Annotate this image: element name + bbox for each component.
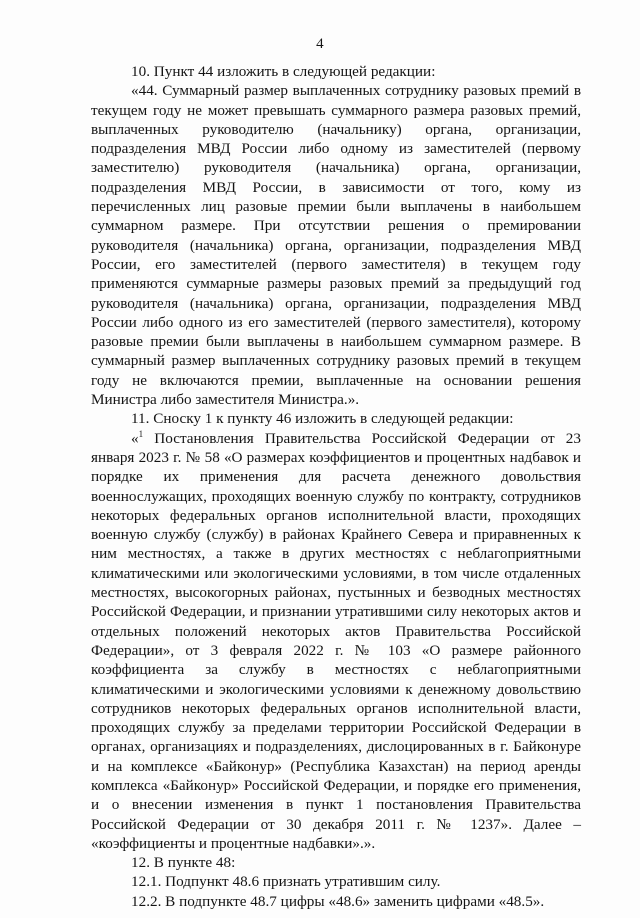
paragraph-item-11: 11. Сноску 1 к пункту 46 изложить в следующей редакции: — [131, 410, 514, 428]
document-body — [91, 62, 581, 911]
paragraph-item-12-1: 12.1. Подпункт 48.6 признать утратившим силу. — [131, 873, 441, 891]
opening-quote: « — [131, 429, 139, 447]
page-number: 4 — [316, 36, 324, 52]
paragraph-item-11-body — [91, 429, 581, 854]
paragraph-item-10: 10. Пункт 44 изложить в следующей редакции: — [131, 63, 436, 80]
paragraph-item-10-body: «44. Суммарный размер выплаченных сотруднику разовых премий в текущем году не может превышать суммарного размера разовых премий, выплаченных руководителю (начальнику) органа, организации, подразделения МВД России либо одному из заместителей (первому заместителю) руководителя (начальника) органа, организации, подразделения МВД России, в зависимости от того, кому из перечисленных лиц разовые премии были выплачены в наибольшем суммарном размере. При отсутствии решения о премировании руководителя (начальника) органа, организации, подразделения МВД России, его заместителей (первого заместителя) в текущем году применяются суммарные размеры разовых премий за предыдущий год руководителя (начальника) органа, организации, подразделения МВД России либо одного из его заместителей (первого заместителя), которому разовые премии были выплачены в наибольшем суммарном размере. В суммарный размер выплаченных сотруднику разовых премий в текущем году не включаются премии, выплаченные на основании решения Министра либо заместителя Министра.». — [91, 82, 581, 409]
paragraph-item-12-2: 12.2. В подпункте 48.7 цифры «48.6» заменить цифрами «48.5». — [131, 892, 545, 910]
paragraph-item-12: 12. В пункте 48: — [131, 854, 236, 872]
footnote-text: Постановления Правительства Российской Федерации от 23 января 2023 г. № 58 «О размерах коэффициентов и процентных надбавок и порядке их применения для расчета денежного довольствия военнослужащих, проходящих военную службу по контракту, сотрудников некоторых федеральных органов исполнительной власти, проходящих военную службу (службу) в районах Крайнего Севера и приравненных к ним местностях, а также в других местностях с неблагоприятными климатическими или экологическими условиями, в том числе отдаленных местностях, высокогорных районах, пустынных и безводных местностях Российской Федерации, и признании утратившими силу некоторых актов и отдельных положений некоторых актов Правительства Российской Федерации», от 3 февраля 2022 г. № 103 «О размере районного коэффициента за службу в местностях с неблагоприятными климатическими и экологическими условиями к денежному довольствию сотрудников некоторых федеральных органов исполнительной власти, проходящих службу за пределами территории Российской Федерации в органах, организациях и подразделениях, дислоцированных в г. Байконуре и на комплексе «Байконур» (Республика Казахстан) на период аренды комплекса «Байконур» Российской Федерации, и порядке его применения, и о внесении изменения в пункт 1 постановления Правительства Российской Федерации от 30 декабря 2011 г. № 1237». Далее – «коэффициенты и процентные надбавки».». — [91, 429, 581, 852]
footnote-mark: 1 — [138, 428, 144, 439]
